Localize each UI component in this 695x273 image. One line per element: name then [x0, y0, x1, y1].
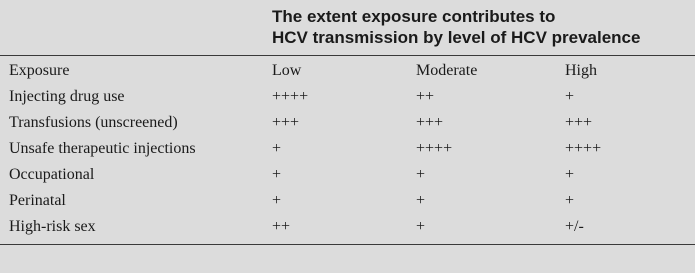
table-row: [0, 110, 695, 136]
high-cell: +: [565, 166, 575, 183]
table-row: [0, 136, 695, 162]
table-row: [0, 214, 695, 240]
exposure-cell: Unsafe therapeutic injections: [9, 140, 196, 157]
exposure-cell: Perinatal: [9, 192, 66, 209]
exposure-cell: Transfusions (unscreened): [9, 114, 178, 131]
bottom-divider: [0, 244, 695, 245]
moderate-cell: +: [416, 192, 426, 209]
low-cell: ++++: [272, 88, 309, 105]
table-row: [0, 188, 695, 214]
exposure-cell: Injecting drug use: [9, 88, 125, 105]
table-header: [0, 0, 695, 55]
table-row: [0, 84, 695, 110]
table-row: [0, 162, 695, 188]
exposure-cell: Occupational: [9, 166, 95, 183]
table-title: [272, 6, 640, 48]
low-cell: +: [272, 140, 282, 157]
column-header-moderate: Moderate: [416, 62, 478, 79]
high-cell: +/-: [565, 218, 584, 235]
moderate-cell: ++: [416, 88, 435, 105]
table-title-line-2: HCV transmission by level of HCV prevalence: [272, 28, 641, 47]
high-cell: ++++: [565, 140, 602, 157]
moderate-cell: +: [416, 218, 426, 235]
column-header-low: Low: [272, 62, 302, 79]
column-header-row: [0, 58, 695, 84]
moderate-cell: +: [416, 166, 426, 183]
column-header-exposure: Exposure: [9, 62, 70, 79]
high-cell: +: [565, 192, 575, 209]
exposure-cell: High-risk sex: [9, 218, 96, 235]
low-cell: +: [272, 192, 282, 209]
low-cell: ++: [272, 218, 291, 235]
low-cell: +: [272, 166, 282, 183]
header-divider: [0, 55, 695, 56]
high-cell: +: [565, 88, 575, 105]
low-cell: +++: [272, 114, 300, 131]
column-header-high: High: [565, 62, 597, 79]
table-title-line-1: The extent exposure contributes to: [272, 7, 556, 26]
moderate-cell: +++: [416, 114, 444, 131]
moderate-cell: ++++: [416, 140, 453, 157]
high-cell: +++: [565, 114, 593, 131]
